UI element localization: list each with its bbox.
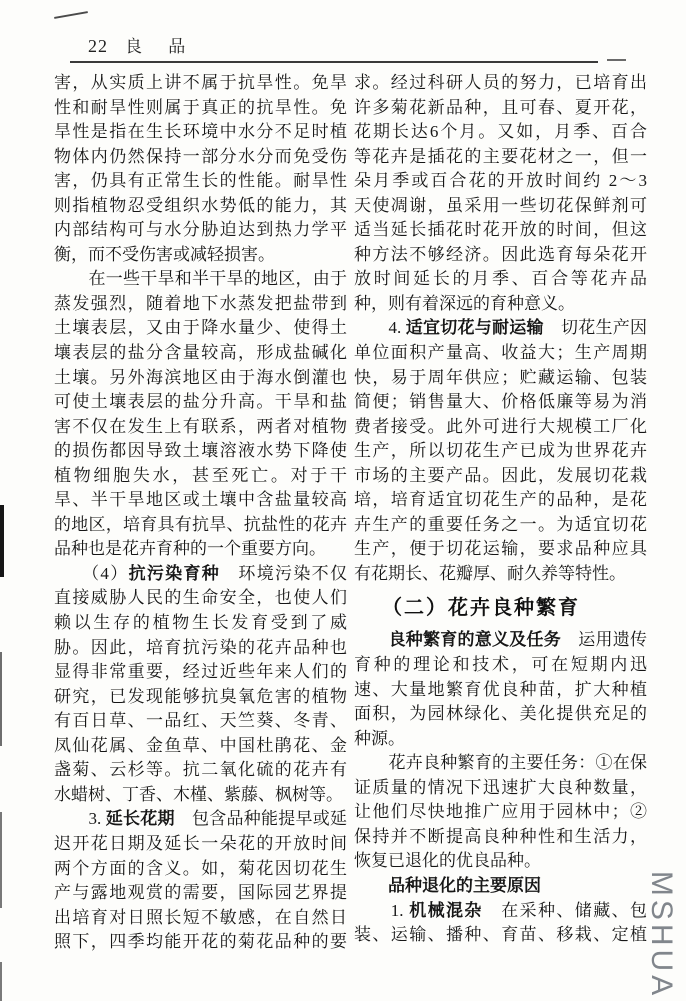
text-line: 在一些干旱和半干旱的地区，由于: [54, 269, 347, 289]
text-line: 品种退化的主要原因: [388, 875, 541, 895]
text-line: 3. 延长花期 包含品种能提早或延: [54, 809, 347, 829]
text-line: 研究，已发现能够抗臭氧危害的植物: [54, 686, 347, 706]
header-rule-dash: [607, 59, 626, 61]
text-line: 费者接受。此外可进行大规模工厂化: [354, 416, 647, 436]
text-line: 有百日草、一品红、天竺葵、冬青、: [54, 711, 347, 731]
text-line: 害不仅在发生上有联系，两者对植物: [54, 416, 347, 436]
scan-edge-mark: [0, 812, 2, 908]
text-line: 照下，四季均能开花的菊花品种的要: [54, 932, 347, 952]
text-line: 则指植物忍受组织水势低的能力，其: [54, 195, 347, 215]
text-line: 土壤表层，又由于降水量少、使得土: [54, 318, 347, 338]
text-line: 育种的理论和技术，可在短期内迅: [354, 655, 647, 675]
scan-scratch-mark: [54, 11, 88, 19]
text-line: 保持并不断提高良种种性和生活力，: [354, 826, 647, 846]
text-line: （4）抗污染育种 环境污染不仅: [54, 563, 347, 583]
text-line: 市场的主要产品。因此，发展切花栽: [354, 465, 647, 485]
text-line: 直接威胁人民的生命安全，也使人们: [54, 588, 347, 608]
text-line: 旱、半干旱地区或土壤中含盐量较高: [54, 490, 347, 510]
text-line: 有花期长、花瓣厚、耐久养等特性。: [354, 563, 626, 583]
text-line: 许多菊花新品种，且可春、夏开花，: [354, 97, 647, 117]
text-line: 快，易于周年供应；贮藏运输、包装: [354, 367, 647, 387]
text-line: 害，仍具有正常生长的性能。耐旱性: [54, 171, 347, 191]
text-line: 的损伤都因导致土壤溶液水势下降使: [54, 441, 347, 461]
header-rule: [70, 61, 598, 63]
text-line: 蒸发强烈，随着地下水蒸发把盐带到: [54, 293, 347, 313]
text-line: 可使土壤表层的盐分升高。干旱和盐: [54, 392, 347, 412]
text-line: 衡，而不受伤害或减轻损害。: [54, 244, 275, 264]
page-header: [88, 32, 196, 57]
text-line: 性和耐旱性则属于真正的抗旱性。免: [54, 97, 347, 117]
text-line: 产与露地观赏的需要，国际园艺界提: [54, 883, 347, 903]
watermark-text: MSHUA: [645, 870, 678, 1000]
text-line: 装、运输、播种、育苗、移栽、定植: [354, 925, 647, 945]
right-text-column: [354, 71, 647, 948]
text-line: 植物细胞失水，甚至死亡。对于干: [54, 465, 347, 485]
page-number: 22: [88, 36, 108, 56]
text-line: 求。经过科研人员的努力，已培育出: [354, 73, 647, 92]
running-title: 良 品: [125, 37, 197, 56]
text-line: 凤仙花属、金鱼草、中国杜鹃花、金: [54, 735, 347, 755]
scan-edge-mark: [0, 505, 4, 577]
text-line: 1. 机械混杂 在采种、储藏、包: [354, 900, 648, 920]
scan-edge-mark: [0, 962, 2, 1001]
text-line: 良种繁育的意义及任务 运用遗传: [388, 630, 647, 650]
text-line: 迟开花日期及延长一朵花的开放时间: [54, 833, 347, 853]
text-line: 速、大量地繁育优良种苗，扩大种植: [354, 679, 647, 699]
text-line: 天使凋谢，虽采用一些切花保鲜剂可: [354, 195, 647, 215]
text-line: 让他们尽快地推广应用于园林中；②: [354, 802, 647, 822]
text-line: 生产，便于切花运输，要求品种应具: [354, 539, 647, 559]
text-line: 卉生产的重要任务之一。为适宜切花: [354, 514, 647, 534]
text-line: 朵月季或百合花的开放时间约 2～3: [354, 171, 647, 191]
text-line: 培，培育适宜切花生产的品种，是花: [354, 490, 647, 510]
text-line: 等花卉是插花的主要花材之一，但一: [354, 146, 647, 166]
text-line: 显得非常重要，经过近些年来人们的: [54, 662, 347, 682]
text-line: 胁。因此，培育抗污染的花卉品种也: [54, 637, 347, 657]
text-line: 的地区，培育具有抗旱、抗盐性的花卉: [54, 514, 347, 534]
text-line: 内部结构可与水分胁迫达到热力学平: [54, 220, 347, 240]
text-line: 盏菊、云杉等。抗二氧化硫的花卉有: [54, 760, 347, 780]
text-line: 生产，所以切花生产已成为世界花卉: [354, 441, 647, 461]
text-line: 旱性是指在生长环境中水分不足时植: [54, 122, 347, 142]
text-line: 种源。: [354, 728, 405, 748]
text-line: 种，则有着深远的育种意义。: [354, 293, 575, 313]
text-line: 证质量的情况下迅速扩大良种数量，: [354, 777, 647, 797]
scan-edge-mark: [0, 652, 2, 746]
text-line: 种方法不够经济。因此选育每朵花开: [354, 244, 647, 264]
text-line: 4. 适宜切花与耐运输 切花生产因: [354, 318, 647, 338]
text-line: 放时间延长的月季、百合等花卉品: [354, 269, 647, 289]
text-line: 两个方面的含义。如，菊花因切花生: [54, 858, 347, 878]
text-line: 花期长达6个月。又如，月季、百合: [354, 122, 647, 142]
text-line: 品种也是花卉育种的一个重要方向。: [54, 539, 326, 559]
right-column-bottom-lines: [354, 628, 647, 947]
text-line: 物体内仍然保持一部分水分而免受伤: [54, 146, 347, 166]
left-text-column: [54, 71, 347, 955]
text-line: 花卉良种繁育的主要任务：①在保: [354, 753, 647, 773]
text-line: 适当延长插花时花开放的时间，但这: [354, 220, 647, 240]
text-line: 面积，为园林绿化、美化提供充足的: [354, 704, 647, 724]
text-line: 害，从实质上讲不属于抗旱性。免旱: [54, 73, 347, 92]
section-heading: （二）花卉良种繁育: [382, 597, 580, 620]
right-column-top-lines: [354, 71, 647, 586]
text-line: 单位面积产量高、收益大；生产周期: [354, 343, 647, 363]
text-line: 水蜡树、丁香、木槿、紫藤、枫树等。: [54, 784, 343, 804]
text-line: 恢复已退化的优良品种。: [354, 851, 541, 871]
text-line: 赖以生存的植物生长发育受到了威: [54, 613, 347, 633]
text-line: 土壤。另外海滨地区由于海水倒灌也: [54, 367, 347, 387]
text-line: 简便；销售量大、价格低廉等易为消: [354, 392, 647, 412]
text-line: 出培育对日照长短不敏感，在自然日: [54, 907, 347, 927]
text-line: 壤表层的盐分含量较高，形成盐碱化: [54, 343, 347, 363]
